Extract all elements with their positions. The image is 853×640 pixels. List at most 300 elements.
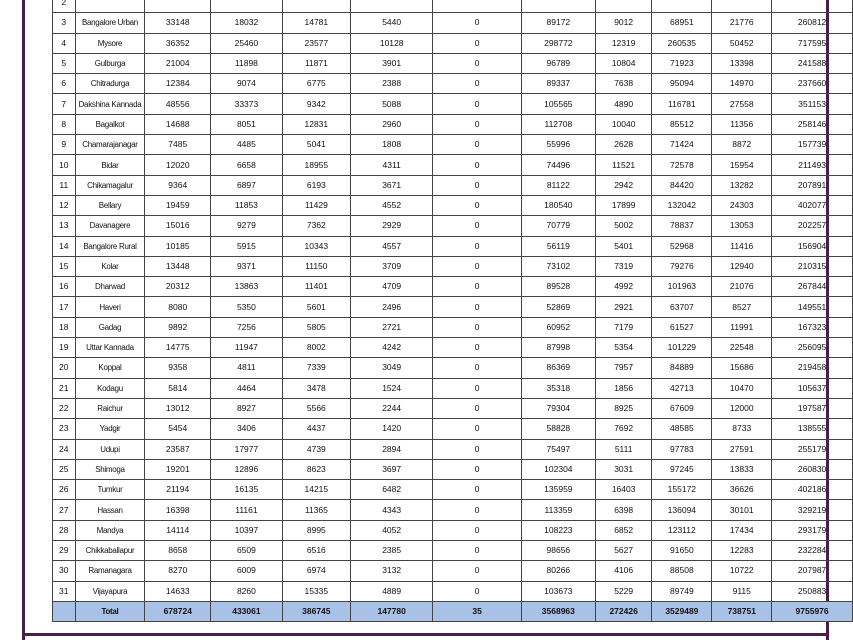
value-cell: 4890 [595,94,652,114]
value-cell: 3671 [350,175,432,195]
value-cell: 11416 [712,236,772,256]
district-cell: Gadag [75,317,145,337]
value-cell: 67609 [652,398,712,418]
district-cell: Raichur [75,398,145,418]
district-cell: Gulburga [75,53,145,73]
value-cell: 156904 [772,236,853,256]
value-cell: 0 [433,94,521,114]
district-cell: Chikamagalur [75,175,145,195]
table-row [53,33,853,53]
value-cell: 20312 [145,277,211,297]
table-row [53,155,853,175]
value-cell: 9342 [282,94,350,114]
value-cell: 17899 [595,195,652,215]
value-cell: 0 [433,74,521,94]
value-cell: 79276 [652,256,712,276]
value-cell: 14970 [712,74,772,94]
value-cell: 12000 [712,398,772,418]
serial-cell: 6 [53,74,76,94]
value-cell: 402077 [772,195,853,215]
value-cell: 88508 [652,561,712,581]
value-cell: 180540 [521,195,595,215]
value-cell: 1420 [350,419,432,439]
value-cell: 91650 [652,541,712,561]
value-cell: 5401 [595,236,652,256]
value-cell: 9892 [145,317,211,337]
district-cell: Tumkur [75,480,145,500]
value-cell: 48556 [145,94,211,114]
value-cell: 250883 [772,581,853,601]
value-cell: 36352 [145,33,211,53]
table-row [53,358,853,378]
value-cell: 6009 [211,561,283,581]
value-cell: 7485 [145,135,211,155]
value-cell: 27558 [712,94,772,114]
district-cell: Dharwad [75,277,145,297]
value-cell: 23587 [145,439,211,459]
value-cell: 4437 [282,419,350,439]
value-cell: 3132 [350,561,432,581]
value-cell: 0 [433,114,521,134]
table-row [53,398,853,418]
value-cell: 0 [433,53,521,73]
value-cell: 2929 [350,216,432,236]
value-cell: 433061 [211,601,283,621]
value-cell: 16398 [145,500,211,520]
value-cell: 9755976 [772,601,853,621]
value-cell: 329219 [772,500,853,520]
district-cell: Shimoga [75,459,145,479]
value-cell: 5088 [350,94,432,114]
table-row [53,520,853,540]
district-cell: Bellary [75,195,145,215]
value-cell [595,0,652,13]
table-row [53,459,853,479]
value-cell: 0 [433,175,521,195]
value-cell: 12020 [145,155,211,175]
value-cell: 717595 [772,33,853,53]
value-cell: 237660 [772,74,853,94]
value-cell: 13012 [145,398,211,418]
value-cell: 5440 [350,13,432,33]
value-cell: 89172 [521,13,595,33]
serial-cell [53,601,76,621]
value-cell: 0 [433,398,521,418]
value-cell: 5915 [211,236,283,256]
value-cell: 11356 [712,114,772,134]
value-cell: 5627 [595,541,652,561]
value-cell: 4709 [350,277,432,297]
value-cell: 98656 [521,541,595,561]
table-row [53,541,853,561]
value-cell: 3697 [350,459,432,479]
value-cell: 9371 [211,256,283,276]
value-cell: 11161 [211,500,283,520]
value-cell: 5350 [211,297,283,317]
value-cell: 101963 [652,277,712,297]
value-cell: 5601 [282,297,350,317]
value-cell: 132042 [652,195,712,215]
district-data-table [52,0,853,622]
serial-cell: 23 [53,419,76,439]
value-cell: 0 [433,277,521,297]
district-cell: Chamarajanagar [75,135,145,155]
table-row [53,297,853,317]
value-cell: 738751 [712,601,772,621]
value-cell: 135959 [521,480,595,500]
value-cell: 1856 [595,378,652,398]
value-cell [652,0,712,13]
value-cell: 3406 [211,419,283,439]
value-cell: 4811 [211,358,283,378]
value-cell: 241588 [772,53,853,73]
value-cell: 5041 [282,135,350,155]
value-cell: 11853 [211,195,283,215]
value-cell: 10040 [595,114,652,134]
value-cell [433,0,521,13]
value-cell: 7638 [595,74,652,94]
value-cell: 2921 [595,297,652,317]
value-cell: 255179 [772,439,853,459]
value-cell: 6482 [350,480,432,500]
value-cell: 6398 [595,500,652,520]
table-row [53,317,853,337]
value-cell: 84889 [652,358,712,378]
serial-cell: 14 [53,236,76,256]
value-cell: 15686 [712,358,772,378]
value-cell: 86369 [521,358,595,378]
value-cell: 7256 [211,317,283,337]
value-cell: 11898 [211,53,283,73]
table-row [53,581,853,601]
value-cell: 23577 [282,33,350,53]
value-cell: 2628 [595,135,652,155]
table-row [53,561,853,581]
district-cell: Yadgir [75,419,145,439]
table-row [53,256,853,276]
value-cell: 22548 [712,338,772,358]
value-cell: 3478 [282,378,350,398]
value-cell: 21194 [145,480,211,500]
value-cell: 8995 [282,520,350,540]
value-cell: 81122 [521,175,595,195]
table-row [53,236,853,256]
total-row [53,601,853,621]
value-cell: 0 [433,480,521,500]
value-cell: 386745 [282,601,350,621]
value-cell: 219458 [772,358,853,378]
value-cell: 2496 [350,297,432,317]
value-cell: 10397 [211,520,283,540]
value-cell: 105565 [521,94,595,114]
district-cell: Chikkaballapur [75,541,145,561]
value-cell: 10128 [350,33,432,53]
table-row [53,175,853,195]
serial-cell: 25 [53,459,76,479]
value-cell: 0 [433,561,521,581]
value-cell: 6509 [211,541,283,561]
value-cell: 0 [433,439,521,459]
value-cell: 7179 [595,317,652,337]
value-cell: 73102 [521,256,595,276]
frame-bottom-border [22,633,829,636]
value-cell: 351153 [772,94,853,114]
value-cell: 25460 [211,33,283,53]
value-cell: 10722 [712,561,772,581]
value-cell: 11150 [282,256,350,276]
value-cell: 61527 [652,317,712,337]
value-cell: 4485 [211,135,283,155]
value-cell: 5566 [282,398,350,418]
value-cell: 95094 [652,74,712,94]
value-cell: 7957 [595,358,652,378]
district-cell: Bidar [75,155,145,175]
value-cell: 13448 [145,256,211,276]
value-cell: 10470 [712,378,772,398]
value-cell: 5805 [282,317,350,337]
value-cell: 4311 [350,155,432,175]
value-cell: 1524 [350,378,432,398]
serial-cell: 27 [53,500,76,520]
serial-cell: 13 [53,216,76,236]
value-cell: 15954 [712,155,772,175]
district-cell: Mandya [75,520,145,540]
district-cell: Udupi [75,439,145,459]
value-cell: 12940 [712,256,772,276]
value-cell: 21776 [712,13,772,33]
value-cell: 3901 [350,53,432,73]
serial-cell: 30 [53,561,76,581]
table-row [53,216,853,236]
value-cell: 260830 [772,459,853,479]
serial-cell: 5 [53,53,76,73]
serial-cell: 11 [53,175,76,195]
value-cell: 2721 [350,317,432,337]
serial-cell: 29 [53,541,76,561]
value-cell: 24303 [712,195,772,215]
value-cell: 89337 [521,74,595,94]
serial-cell: 4 [53,33,76,53]
value-cell: 211493 [772,155,853,175]
value-cell: 14215 [282,480,350,500]
value-cell: 197587 [772,398,853,418]
table-row [53,74,853,94]
value-cell: 17434 [712,520,772,540]
value-cell: 5454 [145,419,211,439]
value-cell: 55996 [521,135,595,155]
district-cell: Kolar [75,256,145,276]
value-cell: 33373 [211,94,283,114]
serial-cell: 10 [53,155,76,175]
value-cell: 0 [433,338,521,358]
value-cell: 0 [433,459,521,479]
value-cell: 85512 [652,114,712,134]
value-cell: 71923 [652,53,712,73]
value-cell: 402186 [772,480,853,500]
value-cell: 149551 [772,297,853,317]
value-cell: 72578 [652,155,712,175]
serial-cell: 17 [53,297,76,317]
district-cell: Uttar Kannada [75,338,145,358]
value-cell: 0 [433,33,521,53]
value-cell: 58828 [521,419,595,439]
district-cell: Hassan [75,500,145,520]
serial-cell: 19 [53,338,76,358]
district-cell: Kodagu [75,378,145,398]
value-cell: 8051 [211,114,283,134]
serial-cell: 9 [53,135,76,155]
value-cell: 78837 [652,216,712,236]
value-cell: 16135 [211,480,283,500]
value-cell: 2960 [350,114,432,134]
table-row [53,277,853,297]
value-cell: 0 [433,155,521,175]
value-cell: 9358 [145,358,211,378]
value-cell: 11401 [282,277,350,297]
value-cell: 12831 [282,114,350,134]
value-cell: 56119 [521,236,595,256]
value-cell: 10343 [282,236,350,256]
value-cell: 8623 [282,459,350,479]
value-cell [211,0,283,13]
value-cell: 36626 [712,480,772,500]
table-row [53,0,853,13]
value-cell: 6974 [282,561,350,581]
district-cell: Koppal [75,358,145,378]
value-cell: 260812 [772,13,853,33]
value-cell: 7339 [282,358,350,378]
value-cell: 0 [433,419,521,439]
value-cell: 4242 [350,338,432,358]
district-cell: Bangalore Rural [75,236,145,256]
value-cell: 0 [433,358,521,378]
value-cell: 8270 [145,561,211,581]
value-cell: 112708 [521,114,595,134]
table-row [53,480,853,500]
value-cell: 272426 [595,601,652,621]
value-cell: 75497 [521,439,595,459]
table-row [53,13,853,33]
value-cell: 260535 [652,33,712,53]
table-row [53,94,853,114]
value-cell: 14781 [282,13,350,33]
district-cell: Ramanagara [75,561,145,581]
table-row [53,338,853,358]
table-row [53,135,853,155]
value-cell: 16403 [595,480,652,500]
value-cell: 8658 [145,541,211,561]
value-cell: 167323 [772,317,853,337]
value-cell: 11365 [282,500,350,520]
value-cell: 123112 [652,520,712,540]
value-cell: 9279 [211,216,283,236]
value-cell: 2894 [350,439,432,459]
value-cell: 2388 [350,74,432,94]
value-cell: 50452 [712,33,772,53]
value-cell [772,0,853,13]
value-cell: 8260 [211,581,283,601]
serial-cell: 18 [53,317,76,337]
value-cell: 14114 [145,520,211,540]
value-cell: 19201 [145,459,211,479]
value-cell: 6852 [595,520,652,540]
value-cell: 35 [433,601,521,621]
value-cell: 42713 [652,378,712,398]
table-row [53,114,853,134]
value-cell: 21076 [712,277,772,297]
value-cell: 4052 [350,520,432,540]
value-cell: 138555 [772,419,853,439]
value-cell: 18032 [211,13,283,33]
value-cell: 11429 [282,195,350,215]
value-cell: 5354 [595,338,652,358]
serial-cell: 12 [53,195,76,215]
value-cell: 70779 [521,216,595,236]
value-cell: 232284 [772,541,853,561]
value-cell: 74496 [521,155,595,175]
value-cell [145,0,211,13]
district-cell: Dakshina Kannada [75,94,145,114]
serial-cell: 22 [53,398,76,418]
value-cell: 48585 [652,419,712,439]
table-row [53,439,853,459]
value-cell: 103673 [521,581,595,601]
value-cell: 13863 [211,277,283,297]
value-cell: 202257 [772,216,853,236]
serial-cell: 2 [53,0,76,13]
value-cell: 9364 [145,175,211,195]
value-cell: 12283 [712,541,772,561]
value-cell: 11947 [211,338,283,358]
value-cell: 87998 [521,338,595,358]
value-cell: 0 [433,135,521,155]
value-cell: 52869 [521,297,595,317]
value-cell: 97783 [652,439,712,459]
value-cell: 79304 [521,398,595,418]
value-cell: 298772 [521,33,595,53]
value-cell: 10804 [595,53,652,73]
value-cell: 1808 [350,135,432,155]
value-cell: 30101 [712,500,772,520]
value-cell: 52968 [652,236,712,256]
district-cell: Mysore [75,33,145,53]
value-cell: 4343 [350,500,432,520]
value-cell: 7362 [282,216,350,236]
table-row [53,53,853,73]
value-cell: 7319 [595,256,652,276]
value-cell: 210315 [772,256,853,276]
value-cell: 11871 [282,53,350,73]
value-cell: 2244 [350,398,432,418]
value-cell: 207987 [772,561,853,581]
value-cell: 256095 [772,338,853,358]
value-cell: 12384 [145,74,211,94]
value-cell: 8080 [145,297,211,317]
value-cell: 2385 [350,541,432,561]
value-cell: 9012 [595,13,652,33]
value-cell: 14775 [145,338,211,358]
value-cell: 35318 [521,378,595,398]
value-cell: 0 [433,541,521,561]
value-cell: 18955 [282,155,350,175]
table-row [53,195,853,215]
serial-cell: 20 [53,358,76,378]
value-cell: 6897 [211,175,283,195]
value-cell: 7692 [595,419,652,439]
district-cell: Bagalkot [75,114,145,134]
value-cell: 0 [433,581,521,601]
value-cell: 9074 [211,74,283,94]
